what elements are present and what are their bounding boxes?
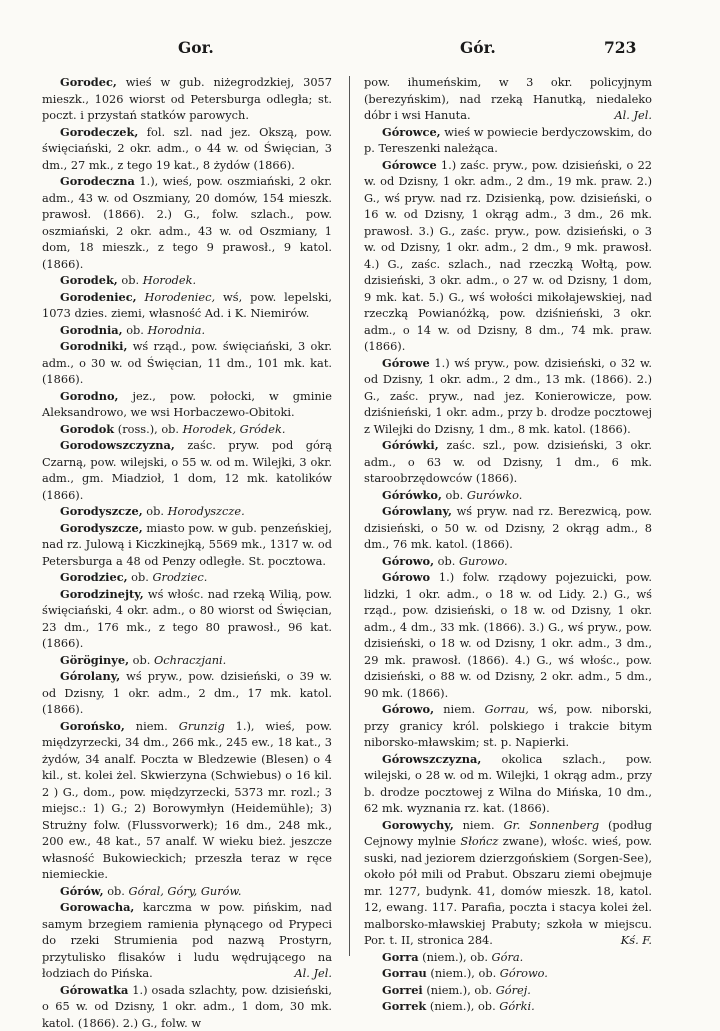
entry-text: zaśc. szl., pow. dzisieński, 3 okr. adm., o 63 w. od Dzisny, 1 dm., 6 mk. staroobrzędowców (1866).	[364, 438, 652, 485]
entry-text: niem.	[454, 818, 504, 832]
entry-text: fol. szl. nad jez. Okszą, pow. święciański, 2 okr. adm., o 44 w. od Święcian, 3 dm., 27 mk., z tego 19 kat., 8 żydów (1866).	[42, 125, 332, 172]
entry-text: niem.	[434, 702, 484, 716]
entry-headword: Górowo	[382, 570, 430, 584]
dictionary-entry	[364, 553, 652, 570]
entry-reference: Horodyszcze.	[168, 504, 245, 518]
entry-text: jez., pow. połocki, w gminie Aleksandrowo, we wsi Horbaczewo-Obitoki.	[42, 389, 332, 420]
dictionary-entry	[364, 355, 652, 438]
entry-headword: Gorodniki,	[60, 339, 127, 353]
dictionary-entry	[42, 289, 332, 322]
entry-headword: Gorodek,	[60, 273, 118, 287]
dictionary-entry	[42, 437, 332, 503]
entry-headword: Göröginye,	[60, 653, 129, 667]
entry-text: ob.	[143, 504, 168, 518]
dictionary-entry	[42, 322, 332, 339]
entry-reference: Gorrau,	[484, 702, 528, 716]
dictionary-entry	[42, 883, 332, 900]
entry-headword: Górowatka	[60, 983, 128, 997]
entry-headword: Gorrau	[382, 966, 427, 980]
dictionary-entry	[364, 751, 652, 817]
dictionary-entry	[364, 949, 652, 966]
entry-reference: Góral, Góry, Gurów.	[129, 884, 242, 898]
entry-headword: Gorodyszcze,	[60, 504, 143, 518]
dictionary-entry	[364, 569, 652, 701]
entry-headword: Gorodziec,	[60, 570, 128, 584]
entry-signature: Al. Jel.	[606, 107, 652, 124]
entry-reference: Góra.	[492, 950, 524, 964]
entry-text: (niem.), ob.	[423, 983, 496, 997]
entry-reference: Grodziec.	[152, 570, 207, 584]
entry-headword: Gorrei	[382, 983, 423, 997]
entry-text: 1.) wś pryw., pow. dzisieński, o 32 w. od Dzisny, 1 okr. adm., 2 dm., 13 mk. (1866). 2.) G., zaśc. pryw., nad jez. Konierowicze, pow. dziśnieński, 1 okr. adm., przy b. drodze pocztowej z Wilejki do Dzisny, 1 dm., 8 mk. katol. (1866).	[364, 356, 652, 436]
entry-text: ob.	[442, 488, 467, 502]
entry-signature: Al. Jel.	[268, 965, 332, 982]
entry-text: ob.	[129, 653, 154, 667]
dictionary-entry	[42, 899, 332, 982]
entry-text: 1.), wieś, pow. międzyrzecki, 34 dm., 266 mk., 245 ew., 18 kat., 3 żydów, 34 analf. Poczta w Bledzewie (Blesen) o 4 kil., st. kolei żel. Skwierzyna (Schwiebus) o 16 kil. 2 ) G., dom., pow. międzyrzecki, 5373 mr. rozl.; 3 miejsc.: 1) G.; 2) Borowymłyn (Heidemühle); 3) Strużny folw. (Flussvorwerk); 16 dm., 248 mk., 200 ew., 48 kat., 57 analf. W wieku bież. jeszcze własność Bukowieckich; przeszła teraz w ręce niemieckie.	[42, 719, 332, 882]
dictionary-entry	[42, 668, 332, 718]
entry-reference: Gurowo.	[459, 554, 508, 568]
dictionary-entry	[364, 701, 652, 751]
header-left: Gor.	[178, 38, 214, 57]
entry-headword: Gorodno,	[60, 389, 119, 403]
dictionary-entry	[364, 157, 652, 355]
entry-headword: Górowszczyzna,	[382, 752, 481, 766]
entry-text: wś rząd., pow. święciański, 3 okr. adm., o 30 w. od Święcian, 11 dm., 101 mk. kat. (1866).	[42, 339, 332, 386]
entry-text: wś pryw., pow. dzisieński, o 39 w. od Dzisny, 1 okr. adm., 2 dm., 17 mk. katol. (1866).	[42, 669, 332, 716]
dictionary-entry	[364, 437, 652, 487]
dictionary-entry	[364, 965, 652, 982]
entry-headword: Gorodeczek,	[60, 125, 138, 139]
entry-text: zaśc. pryw. pod górą Czarną, pow. wilejski, o 55 w. od m. Wilejki, 3 okr. adm., gm. Miadzioł, 1 dom, 12 mk. katolików (1866).	[42, 438, 332, 502]
dictionary-entry	[364, 487, 652, 504]
entry-text: wś pryw. nad rz. Berezwicą, pow. dzisieński, o 50 w. od Dzisny, 2 okrąg adm., 8 dm., 76 mk. katol. (1866).	[364, 504, 652, 551]
entry-text: 1.) folw. rządowy pojezuicki, pow. lidzki, 1 okr. adm., o 18 w. od Lidy. 2.) G., wś rząd., pow. dzisieński, o 18 w. od Dzisny, 1 okr. adm., 4 dm., 33 mk. (1866). 3.) G., wś pryw., pow. dzisieński, o 18 w. od Dzisny, 1 okr. adm., 3 dm., 29 mk. prawosł. (1866). 4.) G., wś włośc., pow. dzisieński, o 88 w. od Dzisny, 2 okr. adm., 5 dm., 90 mk. (1866).	[364, 570, 652, 700]
entry-text: (ross.), ob.	[114, 422, 182, 436]
entry-headword: Gorodec,	[60, 75, 117, 89]
entry-text: (niem.), ob.	[419, 950, 492, 964]
dictionary-entry	[42, 338, 332, 388]
entry-headword: Gorodowszczyzna,	[60, 438, 175, 452]
dictionary-entry	[42, 74, 332, 124]
dictionary-entry	[42, 421, 332, 438]
entry-text: ob.	[128, 570, 153, 584]
header-center: Gór.	[460, 38, 496, 57]
entry-headword: Górowlany,	[382, 504, 452, 518]
entry-headword: Gorra	[382, 950, 419, 964]
dictionary-entry	[364, 817, 652, 949]
entry-headword: Gorowychy,	[382, 818, 454, 832]
entry-text: ob.	[104, 884, 129, 898]
dictionary-entry	[364, 998, 652, 1015]
entry-text: (podług Cejnowy mylnie	[364, 818, 652, 849]
entry-text: wś, pow. niborski, przy granicy król. polskiego i trakcie bitym niborsko-mławskim; st. p. Napierki.	[364, 702, 652, 749]
page-number: 723	[604, 38, 636, 57]
entry-text: karczma w pow. pińskim, nad samym brzegiem ramienia płynącego od Prypeci do rzeki Strumienia pod nazwą Prostyrn, przytulisko flisaków i ludu wędrującego na łodziach do Pińska.	[42, 900, 332, 980]
dictionary-entry	[42, 272, 332, 289]
entry-headword: Gorowacha,	[60, 900, 134, 914]
dictionary-entry	[42, 569, 332, 586]
entry-headword: Górolany,	[60, 669, 120, 683]
entry-text: 1.) zaśc. pryw., pow. dzisieński, o 22 w. od Dzisny, 1 okr. adm., 2 dm., 19 mk. praw. 2.) G., wś pryw. nad rz. Dzisienką, pow. dzisieński, o 16 w. od Dzisny, 1 okrąg adm., 3 dm., 26 mk. prawosł. 3.) G., zaśc. pryw., pow. dzisieński, o 3 w. od Dzisny, 1 okr. adm., 2 dm., 9 mk. prawosł. 4.) G., zaśc. szlach., nad rzeczką Wołtą, pow. dzisieński, 3 okr. adm., o 27 w. od Dzisny, 1 dom, 9 mk. kat. 5.) G., wś wołości mikołajewskiej, nad rzeczką Powianóżką, pow. dziśnieński, 3 okr. adm., o 14 w. od Dzisny, 8 dm., 74 mk. praw. (1866).	[364, 158, 652, 354]
entry-text: (niem.), ob.	[426, 999, 499, 1013]
entry-text: (niem.), ob.	[427, 966, 500, 980]
dictionary-entry	[42, 173, 332, 272]
entry-reference: Słończ	[460, 834, 498, 848]
entry-text: 1.), wieś, pow. oszmiański, 2 okr. adm., 43 w. od Oszmiany, 20 domów, 154 mieszk. prawosł. (1866). 2.) G., folw. szlach., pow. oszmiański, 2 okr. adm., 43 w. od Oszmiany, 1 dom, 18 mieszk., z tego 9 prawosł., 9 katol. (1866).	[42, 174, 332, 271]
dictionary-entry	[42, 652, 332, 669]
entry-headword: Gorodok	[60, 422, 114, 436]
entry-headword: Gorodeczna	[60, 174, 135, 188]
entry-headword: Gorodyszcze,	[60, 521, 143, 535]
entry-reference: Gr. Sonnenberg	[504, 818, 600, 832]
dictionary-entry	[42, 982, 332, 1031]
dictionary-entry	[364, 74, 652, 124]
entry-text: wieś w gub. niżegrodzkiej, 3057 mieszk., 1026 wiorst od Petersburga odległa; st. poczt. i przystań statków parowych.	[42, 75, 332, 122]
entry-reference: Ochraczjani.	[154, 653, 226, 667]
entry-text: wieś w powiecie berdyczowskim, do p. Tereszenki należąca.	[364, 125, 652, 156]
entry-headword: Gorodzinejty,	[60, 587, 144, 601]
entry-headword: Górowce	[382, 158, 437, 172]
entry-text: pow. ihumeńskim, w 3 okr. policyjnym (berezyńskim), nad rzeką Hanutką, niedaleko dóbr i wsi Hanuta.	[364, 75, 652, 122]
entry-reference: Horodek, Gródek.	[183, 422, 286, 436]
left-column	[42, 74, 332, 1031]
entry-headword: Górowce,	[382, 125, 441, 139]
entry-text: niem.	[125, 719, 179, 733]
entry-text: ob.	[123, 323, 148, 337]
entry-headword: Górowo,	[382, 554, 434, 568]
entry-reference: Grunzig	[179, 719, 225, 733]
entry-text: ob.	[118, 273, 143, 287]
dictionary-entry	[42, 124, 332, 174]
dictionary-entry	[364, 124, 652, 157]
entry-text: zwane), włośc. wieś, pow. suski, nad jeziorem dzierzgońskiem (Sorgen-See), około pół mili od Prabut. Obszaru ziemi obejmuje mr. 1277, budynk. 41, domów mieszk. 18, katol. 12, ewang. 117. Parafia, poczta i stacya kolei żel. malborsko-mławskiej Prabuty; szkoła w miejscu. Por. t. II, stronica 284.	[364, 834, 652, 947]
entry-headword: Górówko,	[382, 488, 442, 502]
entry-text: miasto pow. w gub. penzeńskiej, nad rz. Julową i Kiczkinejką, 5569 mk., 1317 w. od Petersburga a 48 od Penzy odległe. St. pocztowa.	[42, 521, 332, 568]
entry-signature: Kś. F.	[595, 932, 652, 949]
entry-headword: Górowe	[382, 356, 430, 370]
entry-text: 1.) osada szlachty, pow. dzisieński, o 65 w. od Dzisny, 1 okr. adm., 1 dom, 30 mk. katol. (1866). 2.) G., folw. w	[42, 983, 332, 1030]
dictionary-entry	[42, 520, 332, 570]
entry-reference: Horodek.	[143, 273, 196, 287]
entry-text: wś włośc. nad rzeką Wilią, pow. święciański, 4 okr. adm., o 80 wiorst od Święcian, 23 dm., 176 mk., z tego 80 prawosł., 96 kat. (1866).	[42, 587, 332, 651]
entry-text: okolica szlach., pow. wilejski, o 28 w. od m. Wilejki, 1 okrąg adm., przy b. drodze pocztowej z Wilna do Mińska, 10 dm., 62 mk. wyznania rz. kat. (1866).	[364, 752, 652, 816]
right-column	[364, 74, 652, 1015]
entry-headword: Górowo,	[382, 702, 434, 716]
entry-headword: Górów,	[60, 884, 104, 898]
entry-reference: Górej.	[496, 983, 531, 997]
dictionary-entry	[42, 718, 332, 883]
entry-reference: Horodnia.	[148, 323, 206, 337]
column-divider	[349, 76, 350, 956]
entry-headword: Gorodeniec,	[60, 290, 137, 304]
entry-reference: Gurówko.	[467, 488, 522, 502]
dictionary-entry	[364, 982, 652, 999]
entry-headword: Gorrek	[382, 999, 426, 1013]
dictionary-entry	[364, 503, 652, 553]
entry-headword: Gorońsko,	[60, 719, 125, 733]
entry-reference: Górowo.	[500, 966, 548, 980]
entry-headword: Gorodnia,	[60, 323, 123, 337]
entry-text: ob.	[434, 554, 459, 568]
dictionary-entry	[42, 503, 332, 520]
dictionary-entry	[42, 586, 332, 652]
entry-reference: Górki.	[499, 999, 534, 1013]
dictionary-entry	[42, 388, 332, 421]
entry-text: wś, pow. lepelski, 1073 dzies. ziemi, własność Ad. i K. Niemirów.	[42, 290, 332, 321]
entry-headword: Górówki,	[382, 438, 439, 452]
entry-reference: Horodeniec,	[137, 290, 216, 304]
